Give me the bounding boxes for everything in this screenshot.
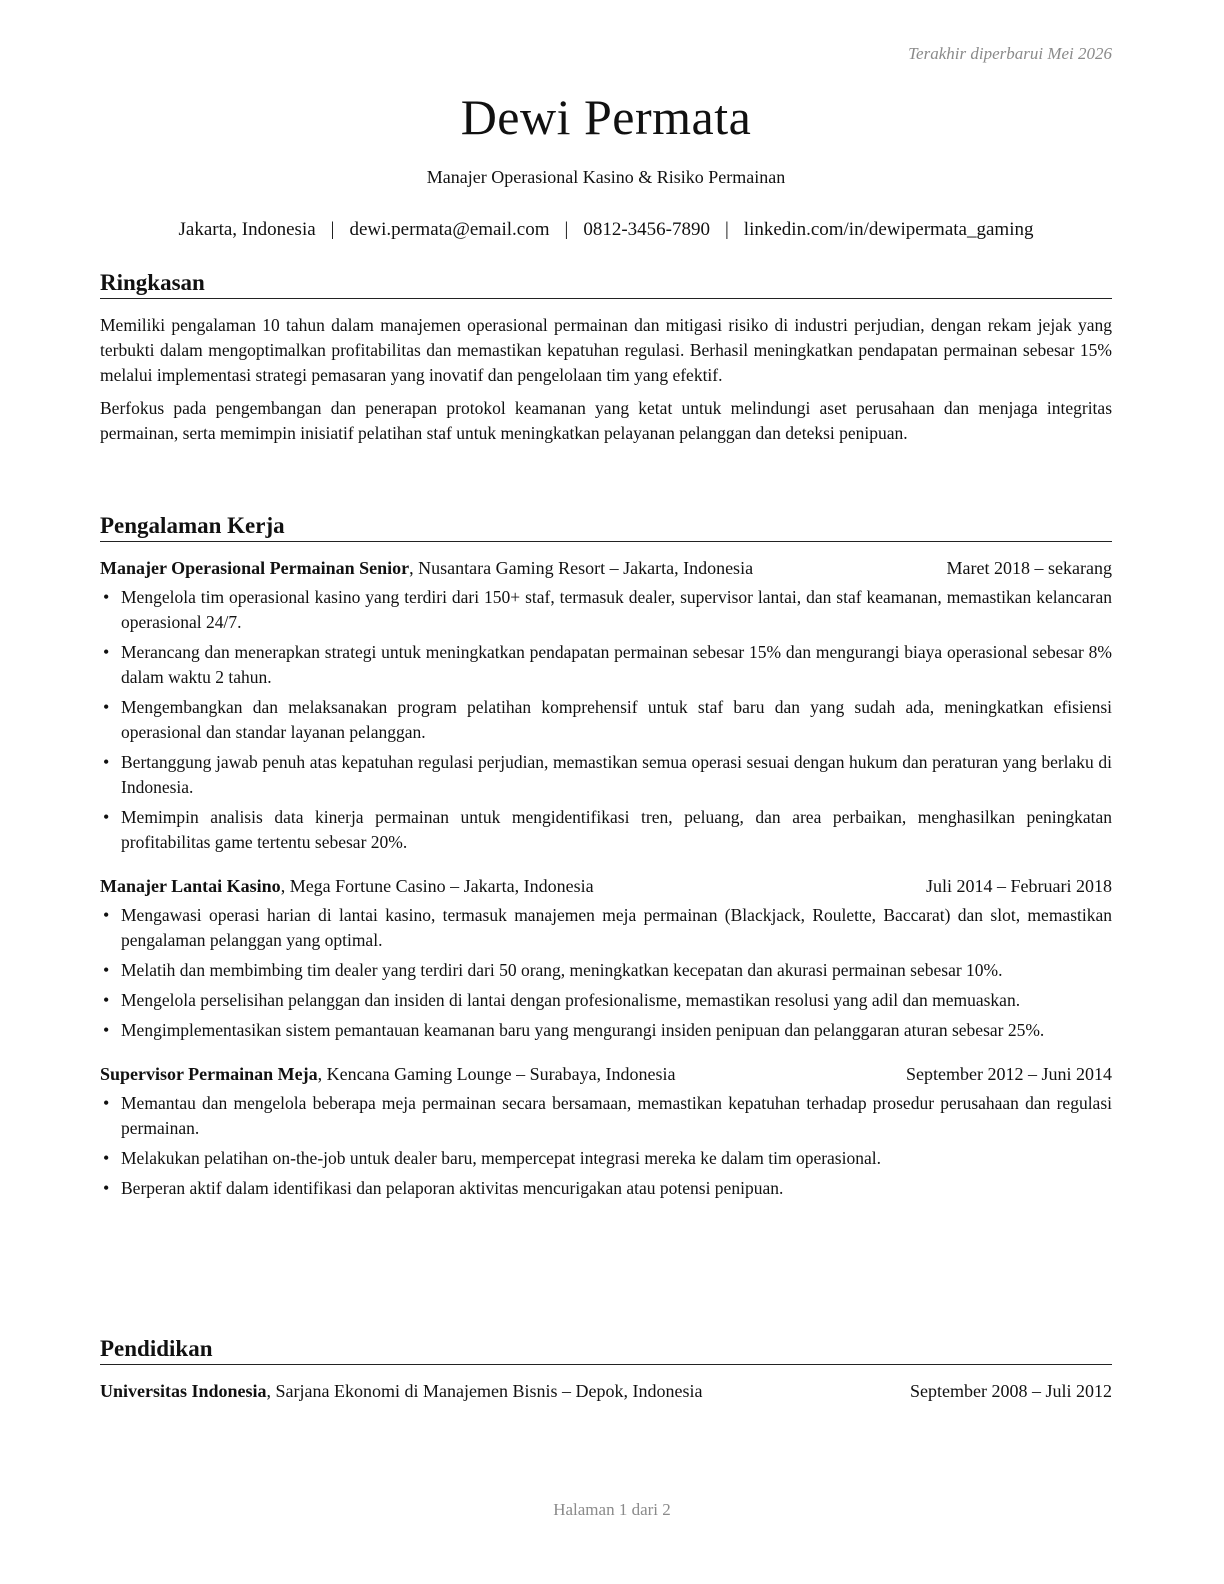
- page-number: Halaman 1 dari 2: [553, 1500, 671, 1519]
- list-item: • Melakukan pelatihan on-the-job untuk dealer baru, mempercepat integrasi mereka ke dalam tim operasional.: [100, 1146, 1112, 1171]
- education-school: Universitas Indonesia: [100, 1381, 267, 1401]
- contact-location: Jakarta, Indonesia: [178, 219, 316, 240]
- list-item: • Berperan aktif dalam identifikasi dan pelaporan aktivitas mencurigakan atau potensi penipuan.: [100, 1176, 1112, 1201]
- job-bullets: [100, 903, 1112, 1043]
- job-header: [100, 556, 1112, 581]
- job-bullets: [100, 1091, 1112, 1201]
- summary-paragraph: Berfokus pada pengembangan dan penerapan protokol keamanan yang ketat untuk melindungi aset perusahaan dan menjaga integritas permainan, serta memimpin inisiatif pelatihan staf untuk meningkatkan pelayanan pelanggan dan deteksi penipuan.: [100, 398, 1112, 443]
- job-role: Manajer Operasional Permainan Senior: [100, 558, 410, 578]
- education-dates: September 2008 – Juli 2012: [910, 1381, 1112, 1401]
- education-degree: , Sarjana Ekonomi di Manajemen Bisnis – Depok, Indonesia: [266, 1381, 703, 1401]
- headline: Manajer Operasional Kasino & Risiko Permainan: [426, 167, 786, 187]
- contact-separator: |: [564, 219, 569, 240]
- contact-separator: |: [724, 219, 729, 240]
- experience-title: Pengalaman Kerja: [100, 513, 1112, 542]
- summary-paragraph: Memiliki pengalaman 10 tahun dalam manajemen operasional permainan dan mitigasi risiko di industri perjudian, dengan rekam jejak yang terbukti dalam mengoptimalkan profitabilitas dan memastikan kepatuhan regulasi. Berhasil meningkatkan pendapatan permainan sebesar 15% melalui implementasi strategi pemasaran yang inovatif dan pengelolaan tim yang efektif.: [100, 315, 1112, 385]
- list-item: • Mengelola perselisihan pelanggan dan insiden di lantai dengan profesionalisme, memastikan resolusi yang adil dan memuaskan.: [100, 988, 1112, 1013]
- list-item: • Mengelola tim operasional kasino yang terdiri dari 150+ staf, termasuk dealer, supervisor lantai, dan staf keamanan, memastikan kelancaran operasional 24/7.: [100, 585, 1112, 635]
- experience-section: [100, 513, 1112, 1206]
- contact-email[interactable]: dewi.permata@email.com: [349, 219, 550, 240]
- last-updated: Terakhir diperbarui Mei 2026: [908, 44, 1112, 63]
- job-entry: [100, 1062, 1112, 1201]
- job-dates: Maret 2018 – sekarang: [946, 558, 1112, 578]
- job-bullets: [100, 585, 1112, 855]
- job-entry: [100, 874, 1112, 1043]
- job-org: , Kencana Gaming Lounge – Surabaya, Indonesia: [317, 1064, 676, 1084]
- job-org: , Nusantara Gaming Resort – Jakarta, Indonesia: [409, 558, 754, 578]
- summary-section: [100, 270, 1112, 446]
- list-item: • Mengembangkan dan melaksanakan program pelatihan komprehensif untuk staf baru dan yang sudah ada, meningkatkan efisiensi operasional dan standar layanan pelanggan.: [100, 695, 1112, 745]
- contact-linkedin[interactable]: linkedin.com/in/dewipermata_gaming: [743, 219, 1034, 240]
- job-role: Supervisor Permainan Meja: [100, 1064, 318, 1084]
- job-entry: [100, 556, 1112, 855]
- job-header: [100, 874, 1112, 899]
- list-item: • Merancang dan menerapkan strategi untuk meningkatkan pendapatan permainan sebesar 15% dan mengurangi biaya operasional sebesar 8% dalam waktu 2 tahun.: [100, 640, 1112, 690]
- list-item: • Memantau dan mengelola beberapa meja permainan secara bersamaan, memastikan kepatuhan terhadap prosedur perusahaan dan regulasi permainan.: [100, 1091, 1112, 1141]
- contact-line: [100, 219, 1112, 241]
- education-title: Pendidikan: [100, 1336, 1112, 1365]
- job-dates: September 2012 – Juni 2014: [906, 1064, 1112, 1084]
- list-item: • Bertanggung jawab penuh atas kepatuhan regulasi perjudian, memastikan semua operasi sesuai dengan hukum dan peraturan yang berlaku di Indonesia.: [100, 750, 1112, 800]
- list-item: • Memimpin analisis data kinerja permainan untuk mengidentifikasi tren, peluang, dan area perbaikan, menghasilkan peningkatan profitabilitas game tertentu sebesar 20%.: [100, 805, 1112, 855]
- education-section: [100, 1336, 1112, 1404]
- list-item: • Mengimplementasikan sistem pemantauan keamanan baru yang mengurangi insiden penipuan dan pelanggaran aturan sebesar 25%.: [100, 1018, 1112, 1043]
- contact-separator: |: [330, 219, 335, 240]
- job-dates: Juli 2014 – Februari 2018: [926, 876, 1112, 896]
- job-role: Manajer Lantai Kasino: [100, 876, 281, 896]
- education-entry: [100, 1379, 1112, 1404]
- list-item: • Melatih dan membimbing tim dealer yang terdiri dari 50 orang, meningkatkan kecepatan dan akurasi permainan sebesar 10%.: [100, 958, 1112, 983]
- job-header: [100, 1062, 1112, 1087]
- contact-phone: 0812-3456-7890: [583, 219, 710, 240]
- job-org: , Mega Fortune Casino – Jakarta, Indonesia: [280, 876, 594, 896]
- summary-title: Ringkasan: [100, 270, 1112, 299]
- candidate-name: Dewi Permata: [460, 89, 752, 145]
- list-item: • Mengawasi operasi harian di lantai kasino, termasuk manajemen meja permainan (Blackjack, Roulette, Baccarat) dan slot, memastikan pengalaman pelanggan yang optimal.: [100, 903, 1112, 953]
